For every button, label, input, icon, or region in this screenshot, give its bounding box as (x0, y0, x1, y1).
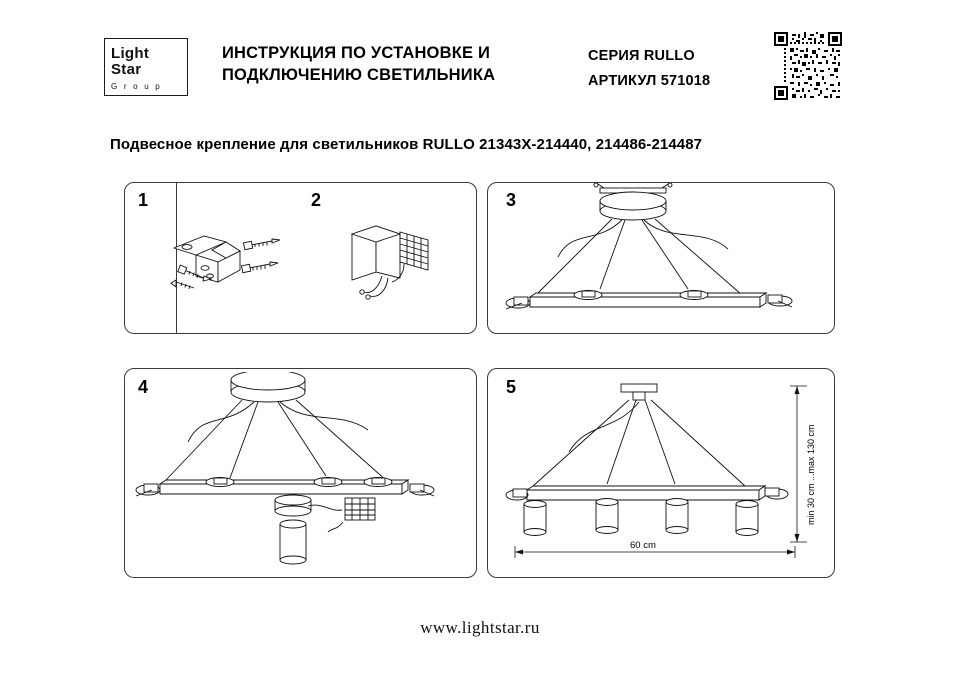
lightstar-logo (104, 38, 188, 96)
footer (0, 618, 960, 638)
height-dimension-label: min 30 cm ...max 130 cm (806, 424, 816, 525)
logo-line-1: Light (111, 45, 150, 62)
page-title (222, 42, 552, 86)
bracket-and-screws-diagram (160, 214, 290, 304)
step-number-4: 4 (138, 377, 149, 397)
step-number-3: 3 (506, 190, 517, 210)
title-line-2: ПОДКЛЮЧЕНИЮ СВЕТИЛЬНИКА (222, 66, 496, 84)
bar-with-lamp-module-install-diagram (130, 372, 472, 574)
qr-code-icon (772, 30, 844, 102)
logo-line-3: G r o u p (111, 82, 162, 91)
assembled-fixture-dimensions-diagram (497, 376, 827, 572)
width-dimension-label: 60 cm (630, 540, 656, 551)
website-link[interactable]: www.lightstar.ru (420, 618, 540, 637)
step-number-2: 2 (311, 190, 322, 210)
logo-line-2: Star (111, 61, 142, 78)
subtitle: Подвесное крепление для светильников RULLO 21343X-214440, 214486-214487 (110, 136, 703, 153)
series-info (588, 44, 768, 94)
terminal-block-wiring-diagram (342, 214, 452, 314)
step-number-5: 5 (506, 377, 517, 397)
series-line: СЕРИЯ RULLO (588, 48, 695, 64)
title-line-1: ИНСТРУКЦИЯ ПО УСТАНОВКЕ И (222, 44, 491, 62)
article-line: АРТИКУЛ 571018 (588, 73, 711, 89)
step-number-1: 1 (138, 190, 149, 210)
bar-with-cables-suspended-diagram (492, 183, 834, 333)
